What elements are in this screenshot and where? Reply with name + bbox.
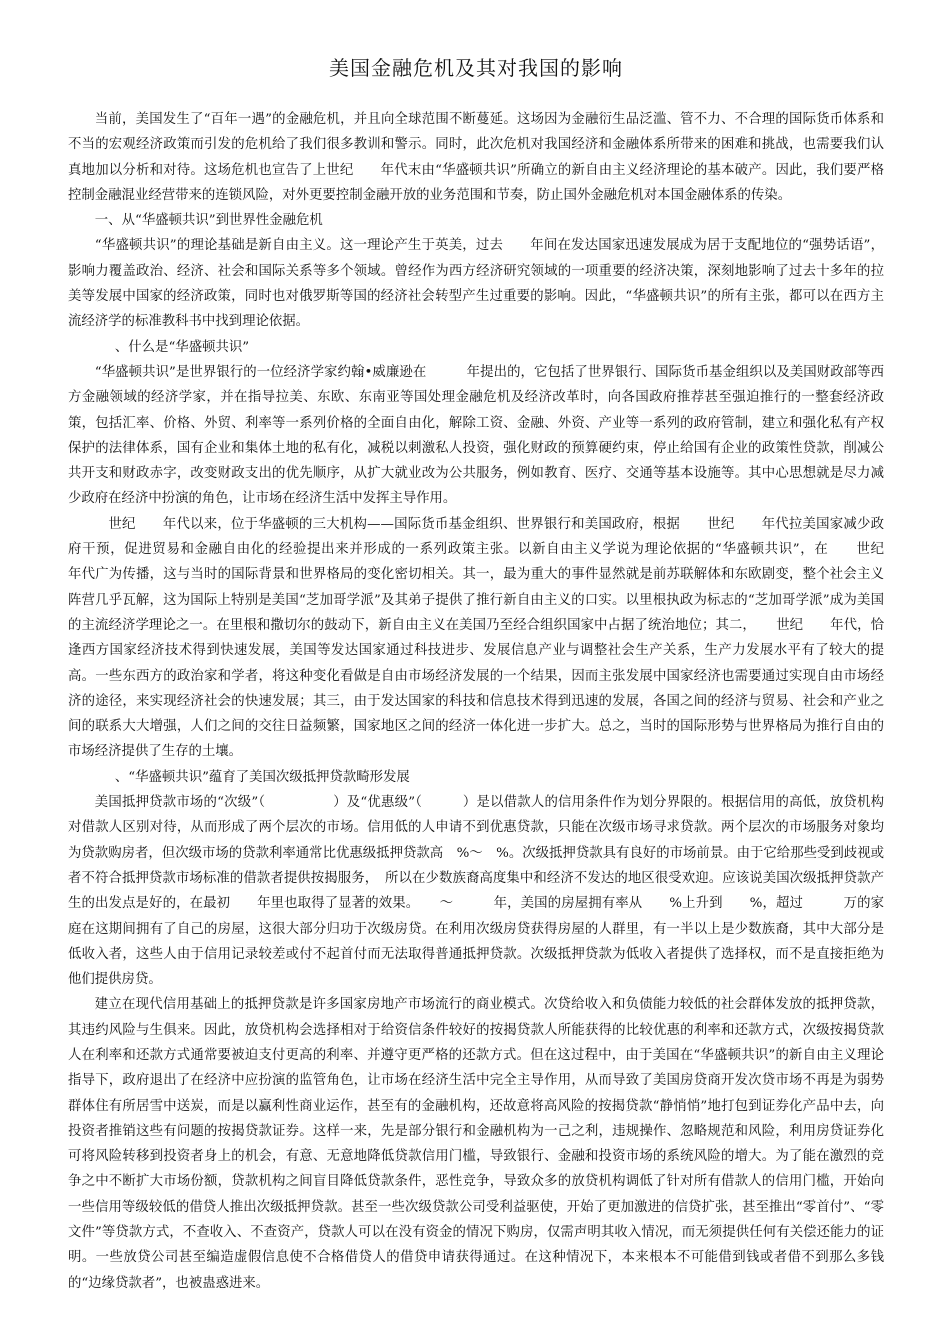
section-1-paragraph: “华盛顿共识”的理论基础是新自由主义。这一理论产生于英美，过去 年间在发达国家迅速发展成为居于支配地位的“强势话语”，影响力覆盖政治、经济、社会和国际关系等多个领域。曾经作为西方经济研究领域的一项重要的经济决策，深刻地影响了过去十多年的拉美等发展中国家的经济政策，同时也对俄罗斯等国的经济社会转型产生过重要的影响。因此，“华盛顿共识”的所有主张，都可以在西方主流经济学的标准教科书中找到理论依据。 xyxy=(68,238,884,330)
subsection-1-paragraph-1: “华盛顿共识”是世界银行的一位经济学家约翰•威廉逊在 年提出的，它包括了世界银行、国际货币基金组织以及美国财政部等西方金融领域的经济学家，并在指导拉美、东欧、东南亚等国处理金融危机及经济改革时，向各国政府推荐甚至强迫推行的一整套经济政策，包括汇率、价格、外贸、利率等一系列价格的全面自由化，解除工资、金融、外资、产业等一系列的政府管制，建立和强化私有产权保护的法律体系，国有企业和集体土地的私有化，减税以刺激私人投资，强化财政的预算硬约束，停止给国有企业的政策性贷款，削减公共开支和财政赤字，改变财政支出的优先顺序，从扩大就业改为公共服务，例如教育、医疗、交通等基本设施等。其中心思想就是尽力减少政府在经济中扮演的角色，让市场在经济生活中发挥主导作用。 xyxy=(68,364,884,507)
section-heading-1: 一、从“华盛顿共识”到世界性金融危机 xyxy=(94,213,323,229)
subsection-2-paragraph-1: 美国抵押贷款市场的“次级”（ ）及“优惠级”（ ）是以借款人的信用条件作为划分界限的。根据信用的高低，放贷机构对借款人区别对待，从而形成了两个层次的市场。信用低的人申请不到优惠贷款，只能在次级市场寻求贷款。两个层次的市场服务对象均为贷款购房者，但次级市场的贷款利率通常比优惠级抵押贷款高 %～ %。次级抵押贷款具有良好的市场前景。由于它给那些受到歧视或者不符合抵押贷款市场标准的借款者提供按揭服务， 所以在少数族裔高度集中和经济不发达的地区很受欢迎。应该说美国次级抵押贷款产生的出发点是好的，在最初 年里也取得了显著的效果。 ～ 年，美国的房屋拥有率从 %上升到 %，超过 万的家庭在这期间拥有了自己的房屋，这很大部分归功于次级房贷。在利用次级房贷获得房屋的人群里，有一半以上是少数族裔，其中大部分是低收入者，这些人由于信用记录较差或付不起首付而无法取得普通抵押贷款。次级抵押贷款为低收入者提供了选择权，而不是直接拒绝为他们提供房贷。 xyxy=(68,795,884,988)
document-title: 美国金融危机及其对我国的影响 xyxy=(329,56,623,80)
subsection-2-paragraph-2: 建立在现代信用基础上的抵押贷款是许多国家房地产市场流行的商业模式。次贷给收入和负债能力较低的社会群体发放的抵押贷款，其违约风险与生俱来。因此，放贷机构会选择相对于给资信条件较好的按揭贷款人所能获得的比较优惠的利率和还款方式，次级按揭贷款人在利率和还款方式通常要被迫支付更高的利率、并遵守更严格的还款方式。但在这过程中，由于美国在“华盛顿共识”的新自由主义理论指导下，政府退出了在经济中应扮演的监管角色，让市场在经济生活中完全主导作用，从而导致了美国房贷商开发次贷市场不再是为弱势群体住有所居雪中送炭，而是以赢利性商业运作，甚至有的金融机构，还故意将高风险的按揭贷款“静悄悄”地打包到证券化产品中去，向投资者推销这些有问题的按揭贷款证券。这样一来，先是部分银行和金融机构为一己之利，违规操作、忽略规范和风险，利用房贷证券化可将风险转移到投资者身上的机会，有意、无意地降低贷款信用门槛，导致银行、金融和投资市场的系统风险的增大。为了能在激烈的竞争之中不断扩大市场份额，贷款机构之间盲目降低贷款条件，恶性竞争，导致众多的放贷机构调低了针对所有借款人的信用门槛，开始向一些信用等级较低的借贷人推出次级抵押贷款。甚至一些次级贷款公司受利益驱使，开始了更加激进的信贷扩张，甚至推出“零首付”、“零文件”等贷款方式，不查收入、不查资产，贷款人可以在没有资金的情况下购房，仅需声明其收入情况，而无须提供任何有关偿还能力的证明。一些放贷公司甚至编造虚假信息使不合格借贷人的借贷申请获得通过。在这种情况下，本来根本不可能借到钱或者借不到那么多钱的“边缘贷款者”，也被蛊惑进来。 xyxy=(68,997,884,1291)
subsection-heading-1: 、什么是“华盛顿共识” xyxy=(114,339,250,355)
subsection-heading-2: 、“华盛顿共识”蕴育了美国次级抵押贷款畸形发展 xyxy=(114,769,410,785)
intro-paragraph: 当前，美国发生了“百年一遇”的金融危机，并且向全球范围不断蔓延。这场因为金融衍生品泛滥、管不力、不合理的国际货币体系和不当的宏观经济政策而引发的危机给了我们很多教训和警示。同时，此次危机对我国经济和金融体系所带来的困难和挑战，也需要我们认真地加以分析和对待。这场危机也宣告了上世纪 年代末由“华盛顿共识”所确立的新自由主义经济理论的基本破产。因此，我们要严格控制金融混业经营带来的连锁风险，对外更要控制金融开放的业务范围和节奏，防止国外金融危机对本国金融体系的传染。 xyxy=(68,112,884,203)
subsection-1-paragraph-2: 世纪 年代以来，位于华盛顿的三大机构——国际货币基金组织、世界银行和美国政府，根据 世纪 年代拉美国家减少政府干预，促进贸易和金融自由化的经验提出来并形成的一系列政策主张。以新自由主义学说为理论依据的“华盛顿共识”，在 世纪 年代广为传播，这与当时的国际背景和世界格局的变化密切相关。其一，最为重大的事件显然就是前苏联解体和东欧剧变，整个社会主义阵营几乎瓦解，这为国际上特别是美国“芝加哥学派”及其弟子提供了推行新自由主义的口实。以里根执政为标志的“芝加哥学派”成为美国的主流经济学理论之一。在里根和撒切尔的鼓动下，新自由主义在美国乃至经合组织国家中占据了统治地位；其二， 世纪 年代，恰逢西方国家经济技术得到快速发展，美国等发达国家通过科技进步、发展信息产业与调整社会生产关系，生产力发展水平有了较大的提高。一些东西方的政治家和学者，将这种变化看做是自由市场经济发展的一个结果，因而主张发展中国家经济也需要通过实现自由市场经济的途径，来实现经济社会的快速发展；其三，由于发达国家的科技和信息技术得到迅速的发展，各国之间的经济与贸易、社会和产业之间的联系大大增强，人们之间的交往日益频繁，国家地区之间的经济一体化进一步扩大。总之，当时的国际形势与世界格局为推行自由的市场经济提供了生存的土壤。 xyxy=(68,516,911,760)
